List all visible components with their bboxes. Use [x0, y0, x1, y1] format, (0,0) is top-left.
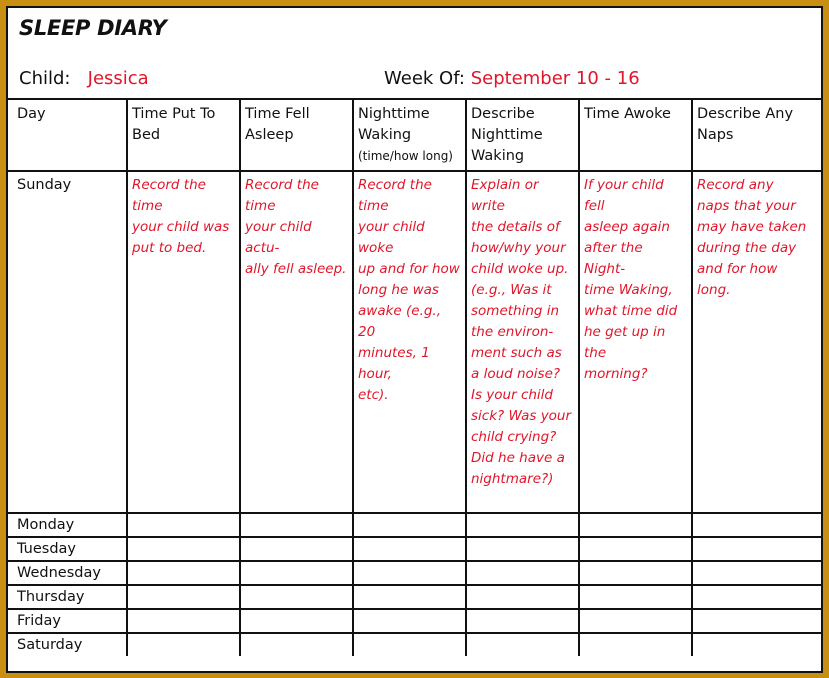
table-row	[8, 537, 821, 561]
column-header	[8, 99, 127, 171]
entry-cell[interactable]: Record the time your child was put to bed.	[127, 171, 240, 513]
entry-cell[interactable]	[240, 633, 353, 656]
entry-cell[interactable]	[579, 513, 692, 537]
table-row	[8, 585, 821, 609]
header-row	[8, 99, 821, 171]
column-header-sub: (time/how long)	[358, 149, 453, 163]
entry-cell[interactable]	[466, 513, 579, 537]
entry-cell[interactable]: Record any naps that your may have taken during the day and for how long.	[692, 171, 821, 513]
entry-cell[interactable]	[692, 609, 821, 633]
table-row	[8, 561, 821, 585]
entry-cell[interactable]	[692, 537, 821, 561]
entry-cell[interactable]	[692, 513, 821, 537]
column-header-label: Describe Any Naps	[697, 106, 794, 143]
entry-cell[interactable]	[240, 513, 353, 537]
entry-cell[interactable]	[579, 633, 692, 656]
page-title: SLEEP DIARY	[19, 16, 167, 40]
entry-cell[interactable]	[466, 609, 579, 633]
table-row	[8, 171, 821, 513]
entry-cell[interactable]	[127, 585, 240, 609]
entry-cell[interactable]: Record the time your child woke up and for how long he was awake (e.g., 20 minutes, 1 hour, etc).	[353, 171, 466, 513]
diary-table	[8, 98, 821, 656]
entry-cell[interactable]	[579, 561, 692, 585]
column-header	[692, 99, 821, 171]
column-header-label: Time Awoke	[584, 106, 671, 122]
column-header	[127, 99, 240, 171]
entry-cell[interactable]	[579, 537, 692, 561]
child-value[interactable]: Jessica	[87, 68, 149, 89]
entry-cell[interactable]: Record the time your child actu- ally fell asleep.	[240, 171, 353, 513]
entry-cell[interactable]	[579, 609, 692, 633]
entry-cell[interactable]	[240, 537, 353, 561]
column-header	[579, 99, 692, 171]
day-cell: Monday	[8, 513, 127, 537]
day-cell: Thursday	[8, 585, 127, 609]
entry-cell[interactable]: Explain or write the details of how/why your child woke up. (e.g., Was it something in the environ- ment such as a loud noise? Is your child sick? Was your child crying? Did he have a nightmare?)	[466, 171, 579, 513]
entry-cell[interactable]	[240, 585, 353, 609]
table-row	[8, 633, 821, 656]
column-header-label: Nighttime Waking	[358, 106, 430, 143]
entry-cell[interactable]	[240, 609, 353, 633]
entry-cell[interactable]	[692, 585, 821, 609]
child-label: Child:	[19, 68, 71, 89]
column-header-label: Time Put To Bed	[132, 106, 216, 143]
week-label: Week Of:	[384, 68, 465, 89]
entry-cell[interactable]	[127, 633, 240, 656]
column-header	[353, 99, 466, 171]
column-header	[240, 99, 353, 171]
week-value[interactable]: September 10 - 16	[470, 68, 640, 89]
day-cell: Sunday	[8, 171, 127, 513]
day-cell: Friday	[8, 609, 127, 633]
entry-cell[interactable]	[353, 633, 466, 656]
entry-cell[interactable]	[466, 561, 579, 585]
entry-cell[interactable]	[353, 561, 466, 585]
entry-cell[interactable]	[466, 585, 579, 609]
entry-cell[interactable]	[127, 537, 240, 561]
entry-cell[interactable]	[127, 561, 240, 585]
entry-cell[interactable]: If your child fell asleep again after the Night- time Waking, what time did he get up in the morning?	[579, 171, 692, 513]
entry-cell[interactable]	[353, 513, 466, 537]
entry-cell[interactable]	[579, 585, 692, 609]
day-cell: Saturday	[8, 633, 127, 656]
entry-cell[interactable]	[353, 537, 466, 561]
entry-cell[interactable]	[692, 561, 821, 585]
child-field	[19, 68, 149, 89]
entry-cell[interactable]	[466, 633, 579, 656]
sleep-diary-sheet	[6, 6, 823, 673]
table-row	[8, 513, 821, 537]
entry-cell[interactable]	[127, 609, 240, 633]
entry-cell[interactable]	[240, 561, 353, 585]
column-header	[466, 99, 579, 171]
column-header-label: Describe Nighttime Waking	[471, 106, 543, 164]
entry-cell[interactable]	[692, 633, 821, 656]
entry-cell[interactable]	[466, 537, 579, 561]
column-header-label: Day	[17, 106, 46, 122]
week-field	[384, 68, 640, 89]
entry-cell[interactable]	[127, 513, 240, 537]
entry-cell[interactable]	[353, 585, 466, 609]
entry-cell[interactable]	[353, 609, 466, 633]
day-cell: Tuesday	[8, 537, 127, 561]
column-header-label: Time Fell Asleep	[245, 106, 310, 143]
table-row	[8, 609, 821, 633]
day-cell: Wednesday	[8, 561, 127, 585]
